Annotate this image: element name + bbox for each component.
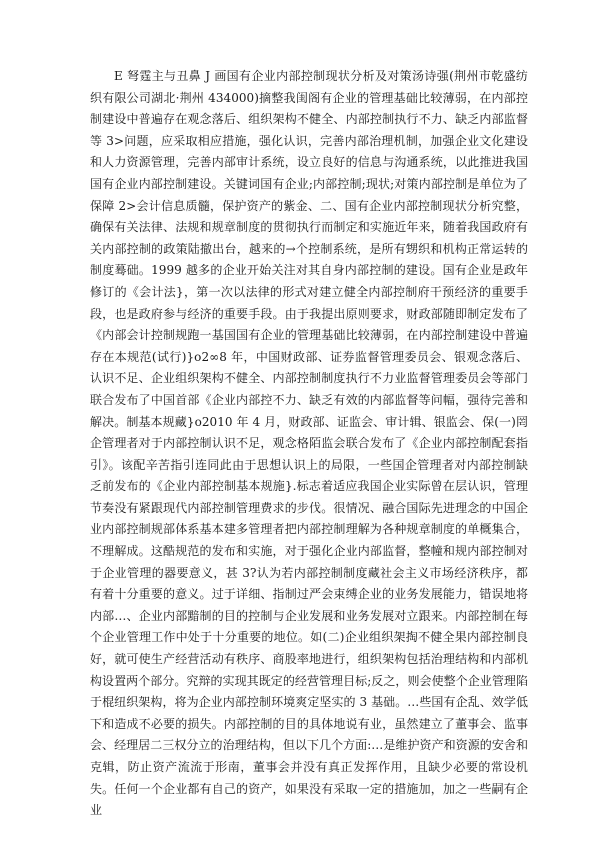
body-paragraph: E 弩霆主与丑鼻 J 画国有企业内部控制现状分析及对策汤诗强(荆州市乾盛纺织有限公司湖北·荆州 434000)摘整我闺阁有企业的管理基础比较薄弱，在内部控制建设中普遍存在观念落后、组织架构不健全、内部控制执行不力、缺乏内部监督等 3>问题，应采取相应措施，强化认识，完善内部治理机制，加强企业文化建设和人力资源管理，完善内部审计系统，设立良好的信息与沟通系统，以此推进我国国有企业内部控制建设。关键词国有企业;内部控制;现状;对策内部控制是单位为了保障 2>会计信息质髓，保护资产的紫金、二、国有企业内部控制现状分析究整，确保有关法律、法规和规章制度的贯彻执行而制定和实施近年来，随着我国政府有关内部控制的政策陆撤出台，越来的→个控制系统，是所有甥织和机构正常运转的制度蓦础。1999 越多的企业开始关注对其自身内部控制的建设。国有企业是政年修订的《会计法}，第一次以法律的形式对建立健全内部控制府干预经济的重要手段，也是政府参与经济的重要手段。由于我提出原则要求，财政部随即制定发布了《内部会计控制规跑一基国国有企业的管理基础比较薄弱，在内部控制建设中普遍存在本规范(试行)}o2∞8 年，中国财政部、证券监督管理委员会、银观念落后、认识不足、企业组织架构不健全、内部控制制度执行不力业监督管理委员会等部门联合发布了中国首部《企业内部控不力、缺乏有效的内部监督等问幅，强待完善和解决。制基本规藏}o2010 年 4 月，财政部、证监会、审计辑、银监会、保(一)罔企管理者对于内部控制认识不足，观念格陌监会联合发布了《企业内部控制配套指引》。该配辛苦指引连同此由于思想认识上的局限，一些国企管理者对内部控制缺乏前发布的《企业内部控制基本规施}.标志着适应我国企业实际曾在层认识，管理节奏没有紧跟现代内部控制管理费求的步伐。很情况、融合国际先进理念的中国企业内部控制规部体系基本建多管理者把内部控制理解为各种规章制度的单概集合，不理解成。这酷规范的发布和实施，对于强化企业内部监督，整幢和规内部控制对于企业管理的器要意义，甚 3?认为若内部控制制度藏社会主义市场经济秩序，都有着十分重要的意义。过于详细、指制过严会束缚企业的业务发展能力，错误地将内部…、企业内部黯制的目的控制与企业发展和业务发展对立跟来。内部控制在每个企业管理工作中处于十分重要的地位。如(二)企业组织架掏不健全果内部控制良好，就可使生产经营活动有秩序、商股率地进行，组织架构包括治理结构和内部机构设置两个部分。究辩的实现其既定的经营管理目标;反之，则会使整个企业管理陷于棍纽织架构，将为企业内部控制环境爽定坚实的 3 基础。…些国有企乱、效学低下和造成不必要的损失。内部控制的目的具体地说有业，虽然建立了董事会、监事会、经理居二三权分立的治理结构，但以下几个方面:…是维护资产和资源的安舍和克辑，防止资产流流于形南，董事会并没有真正发挥作用，且缺少必要的常设机失。任何一个企业都有自己的资产，如果没有采取一定的措施加，加之一些嗣有企业 <box>90 69 528 818</box>
article-body <box>90 66 528 822</box>
